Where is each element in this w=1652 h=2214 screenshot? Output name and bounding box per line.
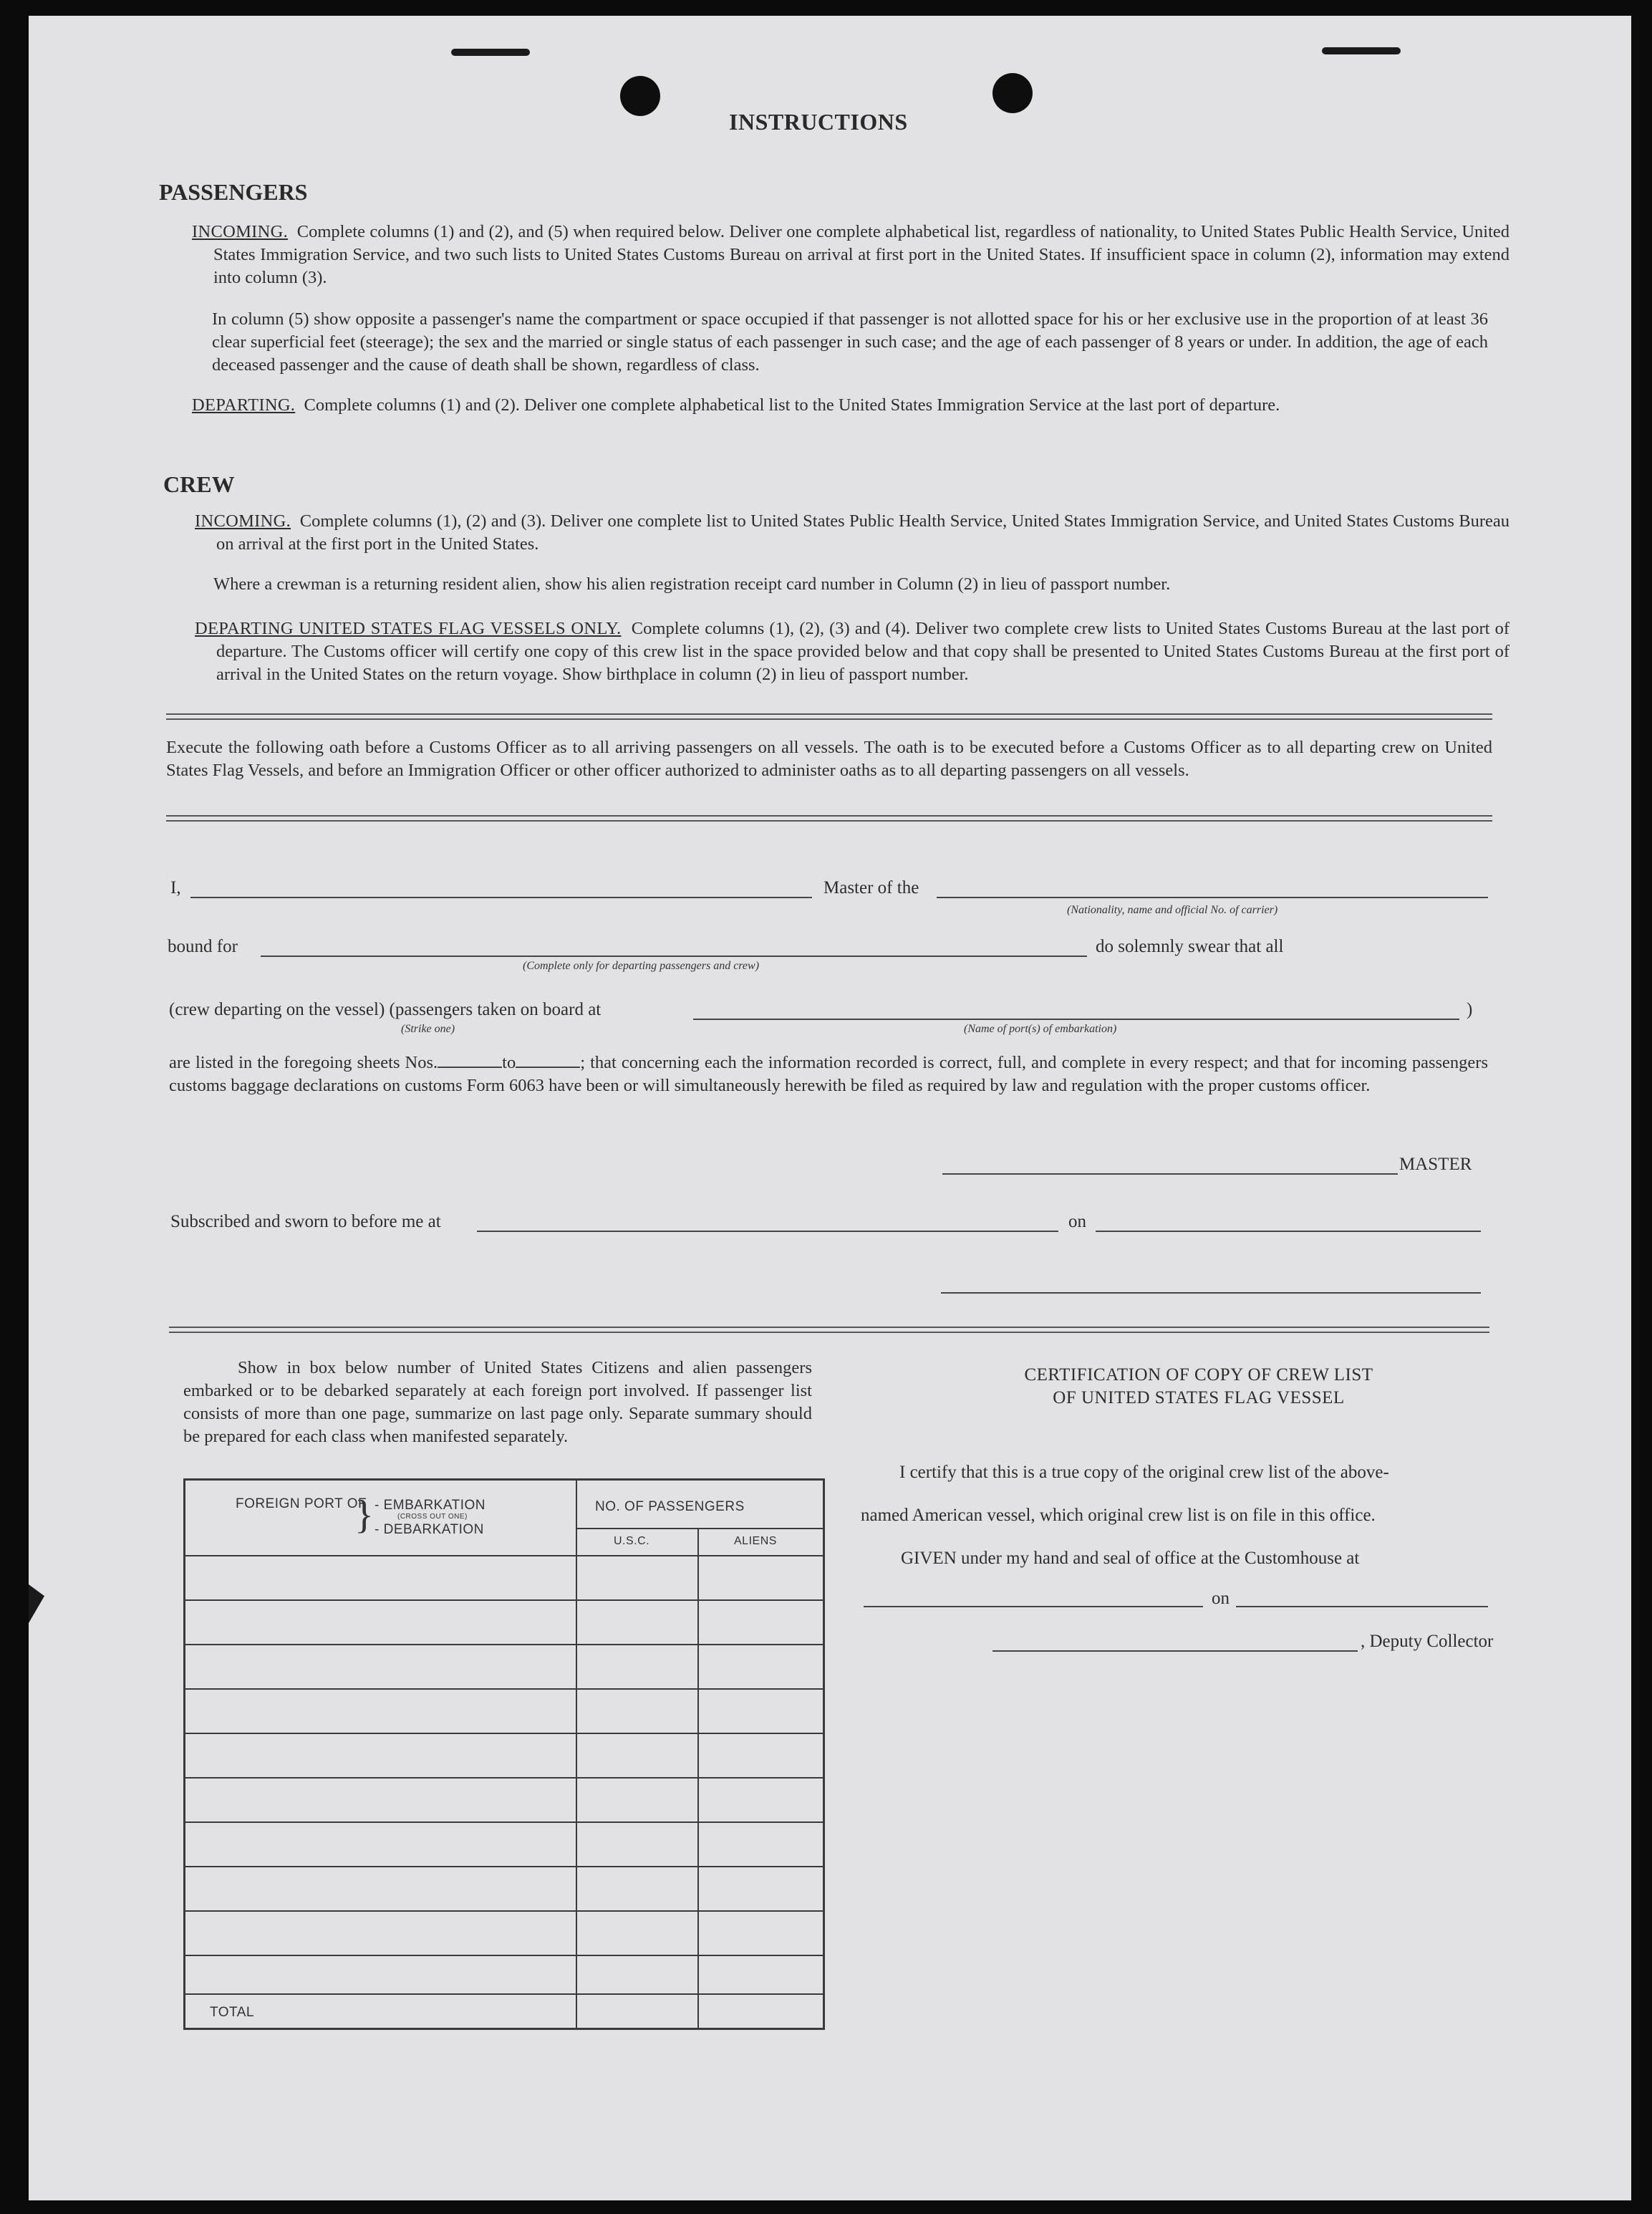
table-row[interactable]: [185, 1910, 823, 1912]
no-of-passengers-header: NO. OF PASSENGERS: [595, 1499, 745, 1514]
certification-on-label: on: [1212, 1589, 1230, 1608]
oath-i-label: I,: [170, 878, 181, 897]
passengers-departing-paragraph: [192, 394, 1509, 417]
officer-signature-field[interactable]: [941, 1292, 1481, 1294]
sworn-date-field[interactable]: [1096, 1231, 1481, 1232]
embarkation-header: - EMBARKATION: [375, 1498, 486, 1513]
header-bottom: [185, 1555, 823, 1556]
sheets-from-field[interactable]: [438, 1052, 502, 1068]
bound-for-caption: (Complete only for departing passengers and crew): [523, 960, 760, 972]
table-row[interactable]: [185, 1733, 823, 1734]
brace-icon: }: [354, 1493, 374, 1537]
page-title: INSTRUCTIONS: [729, 109, 908, 135]
table-row[interactable]: [185, 1644, 823, 1645]
header-subdivider: [576, 1528, 823, 1529]
ports-caption: (Name of port(s) of embarkation): [964, 1023, 1117, 1035]
debarkation-header: - DEBARKATION: [375, 1522, 484, 1537]
crew-heading: CREW: [163, 471, 235, 497]
crew-departing-text: Complete columns (1), (2), (3) and (4). Deliver two complete crew lists to United States Customs Bureau at the last port of departure. The Customs officer will certify one copy of this crew list in the space provided below and that copy shall be presented to United States Customs Bureau at the first port of arrival in the United States on the return voyage. Show birthplace in column (2) in lieu of passport number.: [216, 619, 1510, 684]
master-signature-field[interactable]: [942, 1173, 1398, 1175]
certification-title-2: OF UNITED STATES FLAG VESSEL: [1053, 1388, 1345, 1407]
crew-resident-paragraph: Where a crewman is a returning resident alien, show his alien registration receipt card number in Column (2) in lieu of passport number.: [213, 574, 1171, 594]
table-row[interactable]: [185, 1955, 823, 1956]
foreign-port-header: FOREIGN PORT OF: [236, 1496, 367, 1511]
sheets-paragraph: [169, 1051, 1488, 1097]
edge-mark-right: [1322, 47, 1401, 54]
section-divider-3: [169, 1327, 1489, 1333]
master-label: MASTER: [1399, 1155, 1472, 1174]
section-divider-2: [166, 815, 1492, 822]
table-row[interactable]: [185, 1599, 823, 1601]
certification-line-1: I certify that this is a true copy of the original crew list of the above-: [899, 1463, 1389, 1482]
table-row[interactable]: [185, 1688, 823, 1690]
master-of-the-label: Master of the: [823, 878, 919, 897]
sworn-on-label: on: [1068, 1212, 1086, 1231]
edge-notch: [29, 1584, 44, 1623]
deputy-collector-field[interactable]: [992, 1650, 1358, 1652]
edge-mark-left: [451, 49, 530, 56]
punch-hole-left: [620, 76, 660, 116]
passengers-departing-text: Complete columns (1) and (2). Deliver one complete alphabetical list to the United States Immigration Service at the last port of departure.: [304, 395, 1280, 415]
bound-for-field[interactable]: [261, 956, 1087, 957]
passengers-incoming-label: INCOMING.: [192, 222, 289, 241]
carrier-caption: (Nationality, name and official No. of carrier): [1067, 904, 1278, 916]
crew-incoming-label: INCOMING.: [195, 511, 291, 531]
summary-instructions: Show in box below number of United States Citizens and alien passengers embarked or to be debarked separately at each foreign port involved. If passenger list consists of more than one page, summarize on last page only. Separate summary should be prepared for each class when manifested separately.: [183, 1358, 812, 1446]
close-paren: ): [1467, 1000, 1473, 1019]
crew-departing-paragraph: [195, 617, 1509, 686]
deputy-collector-label: , Deputy Collector: [1361, 1632, 1494, 1651]
sworn-at-field[interactable]: [477, 1231, 1058, 1232]
aliens-header: ALIENS: [734, 1535, 777, 1547]
total-row-divider: [185, 1993, 823, 1995]
sheets-text: ; that concerning each the information recorded is correct, full, and complete in every respect; and that for incoming passengers customs baggage declarations on customs Form 6063 have been or will simultaneously herewith be filed as required by law and regulation with the proper customs officer.: [169, 1053, 1488, 1095]
subscribed-label: Subscribed and sworn to before me at: [170, 1212, 441, 1231]
bound-for-label: bound for: [168, 937, 238, 956]
section-divider-1: [166, 713, 1492, 720]
col-divider-1: [576, 1481, 577, 2028]
solemnly-swear-label: do solemnly swear that all: [1096, 937, 1284, 956]
table-row[interactable]: [185, 1777, 823, 1779]
certification-date-field[interactable]: [1236, 1606, 1488, 1607]
passengers-heading: PASSENGERS: [159, 179, 308, 205]
crew-departing-label-oath: (crew departing on the vessel) (passengers taken on board at: [169, 1000, 602, 1019]
carrier-field[interactable]: [937, 897, 1488, 898]
punch-hole-right: [992, 73, 1033, 113]
certification-line-2: named American vessel, which original crew list is on file in this office.: [861, 1506, 1376, 1525]
passengers-incoming-paragraph: [192, 221, 1509, 289]
total-label: TOTAL: [210, 2005, 254, 2020]
sheets-to-field[interactable]: [516, 1052, 580, 1068]
passengers-departing-label: DEPARTING.: [192, 395, 296, 415]
master-name-field[interactable]: [190, 897, 812, 898]
certification-title-1: CERTIFICATION OF COPY OF CREW LIST: [1024, 1365, 1373, 1385]
table-row[interactable]: [185, 1821, 823, 1823]
strike-caption: (Strike one): [401, 1023, 455, 1035]
certification-line-3: GIVEN under my hand and seal of office at the Customhouse at: [901, 1549, 1360, 1568]
passenger-summary-table: [183, 1478, 825, 2030]
embarkation-ports-field[interactable]: [693, 1019, 1459, 1020]
crew-incoming-text: Complete columns (1), (2) and (3). Deliver one complete list to United States Public Health Service, United States Immigration Service, and United States Customs Bureau on arrival at the first port in the United States.: [216, 511, 1510, 554]
customhouse-field[interactable]: [864, 1606, 1203, 1607]
cross-out-header: (CROSS OUT ONE): [397, 1513, 468, 1521]
form-sheet: [29, 16, 1631, 2200]
sheets-prefix: are listed in the foregoing sheets Nos.: [169, 1053, 438, 1072]
passengers-column5-paragraph: In column (5) show opposite a passenger's name the compartment or space occupied if that passenger is not allotted space for his or her exclusive use in the proportion of at least 36 clear superficial feet (steerage); the sex and the married or single status of each passenger in such case; and the age of each passenger of 8 years or under. In addition, the age of each deceased passenger and the cause of death shall be shown, regardless of class.: [212, 309, 1488, 375]
passengers-incoming-text: Complete columns (1) and (2), and (5) when required below. Deliver one complete alphabetical list, regardless of nationality, to United States Public Health Service, United States Immigration Service, and two such lists to United States Customs Bureau on arrival at first port in the United States. If insufficient space in column (2), information may extend into column (3).: [213, 222, 1510, 287]
table-row[interactable]: [185, 1866, 823, 1867]
usc-header: U.S.C.: [614, 1535, 650, 1547]
sheets-to-label: to: [502, 1053, 516, 1072]
crew-departing-label: DEPARTING UNITED STATES FLAG VESSELS ONLY.: [195, 619, 622, 638]
oath-instructions: Execute the following oath before a Customs Officer as to all arriving passengers on all vessels. The oath is to be executed before a Customs Officer as to all departing crew on United States Flag Vessels, and before an Immigration Officer or other officer authorized to administer oaths as to all departing passengers on all vessels.: [166, 738, 1492, 780]
crew-incoming-paragraph: [195, 510, 1509, 556]
